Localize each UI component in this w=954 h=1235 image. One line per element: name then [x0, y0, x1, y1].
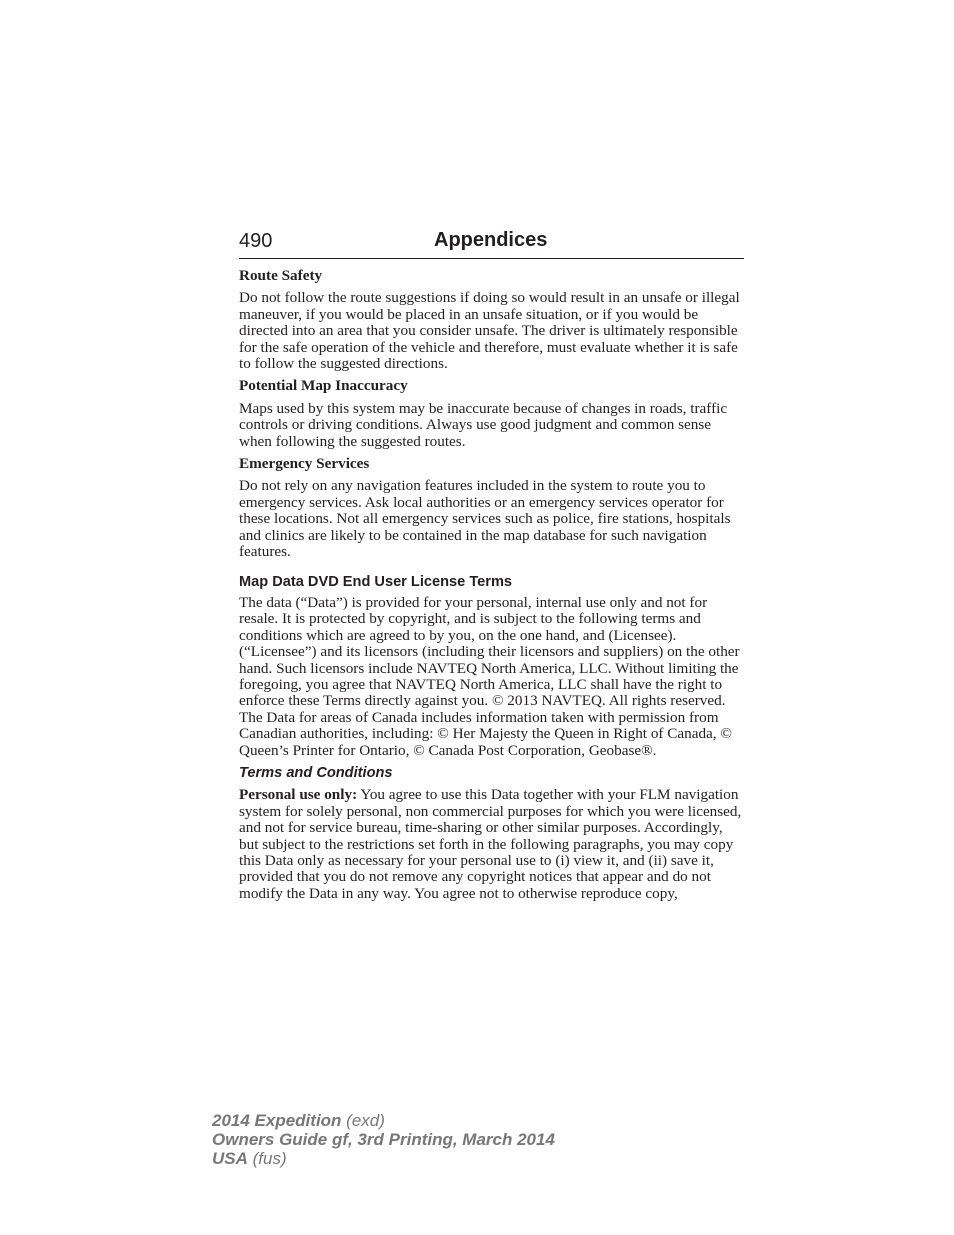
personal-use-lead: Personal use only: [239, 786, 358, 804]
terms-conditions-body [239, 787, 744, 902]
footer-line-1 [212, 1111, 555, 1130]
map-inaccuracy-body: Maps used by this system may be inaccurate because of changes in roads, traffic controls or driving conditions. Always use good judgment and common sense when following the suggested routes. [239, 399, 728, 450]
footer-model-code: (exd) [341, 1111, 385, 1130]
page-content [239, 267, 744, 908]
footer-line-3 [212, 1149, 555, 1168]
route-safety-body: Do not follow the route suggestions if doing so would result in an unsafe or illegal maneuver, if you would be placed in an unsafe situation, or if you would be directed into an area that you consider unsafe. The driver is ultimately responsible for the safe operation of the vehicle and therefore, must evaluate whether it is safe to follow the suggested directions. [239, 289, 740, 373]
page-number: 490 [239, 230, 273, 252]
footer-market-code: (fus) [247, 1149, 287, 1168]
terms-conditions-heading: Terms and Conditions [239, 764, 393, 781]
map-inaccuracy-heading: Potential Map Inaccuracy [239, 377, 408, 395]
emergency-services-body: Do not rely on any navigation features included in the system to route you to emergency services. Ask local authorities or an emergency services operator for these locations. Not all emergency services such as police, fire stations, hospitals and clinics are likely to be contained in the map database for such navigation features. [239, 477, 731, 561]
route-safety-heading: Route Safety [239, 267, 323, 284]
page-footer [212, 1111, 555, 1168]
terms-conditions-text: You agree to use this Data together with your FLM navigation system for solely personal, non commercial purposes for which you were licensed, and not for service bureau, time-sharing or other similar purposes. Accordingly, but subject to the restrictions set forth in the following paragraphs, you may copy this Data only as necessary for your personal use to (i) view it, and (ii) save it, provided that you do not remove any copyright notices that appear and do not modify the Data in any way. You agree not to otherwise reproduce copy, [239, 786, 742, 902]
emergency-services-heading: Emergency Services [239, 455, 370, 473]
page-header [239, 228, 744, 259]
footer-model: 2014 Expedition [212, 1111, 342, 1130]
footer-market: USA [212, 1149, 248, 1168]
chapter-title: Appendices [434, 229, 548, 251]
license-terms-body: The data (“Data”) is provided for your personal, internal use only and not for resale. It is protected by copyright, and is subject to the following terms and conditions which are agreed to by you, on the one hand, and (Licensee). (“Licensee”) and its licensors (including their licensors and suppliers) on the other hand. Such licensors include NAVTEQ North America, LLC. Without limiting the foregoing, you agree that NAVTEQ North America, LLC shall have the right to enforce these Terms directly against you. © 2013 NAVTEQ. All rights reserved. The Data for areas of Canada includes information taken with permission from Canadian authorities, including: © Her Majesty the Queen in Right of Canada, © Queen’s Printer for Ontario, © Canada Post Corporation, Geobase®. [239, 593, 740, 759]
footer-line-2: Owners Guide gf, 3rd Printing, March 2014 [212, 1130, 555, 1149]
license-terms-heading: Map Data DVD End User License Terms [239, 573, 513, 590]
